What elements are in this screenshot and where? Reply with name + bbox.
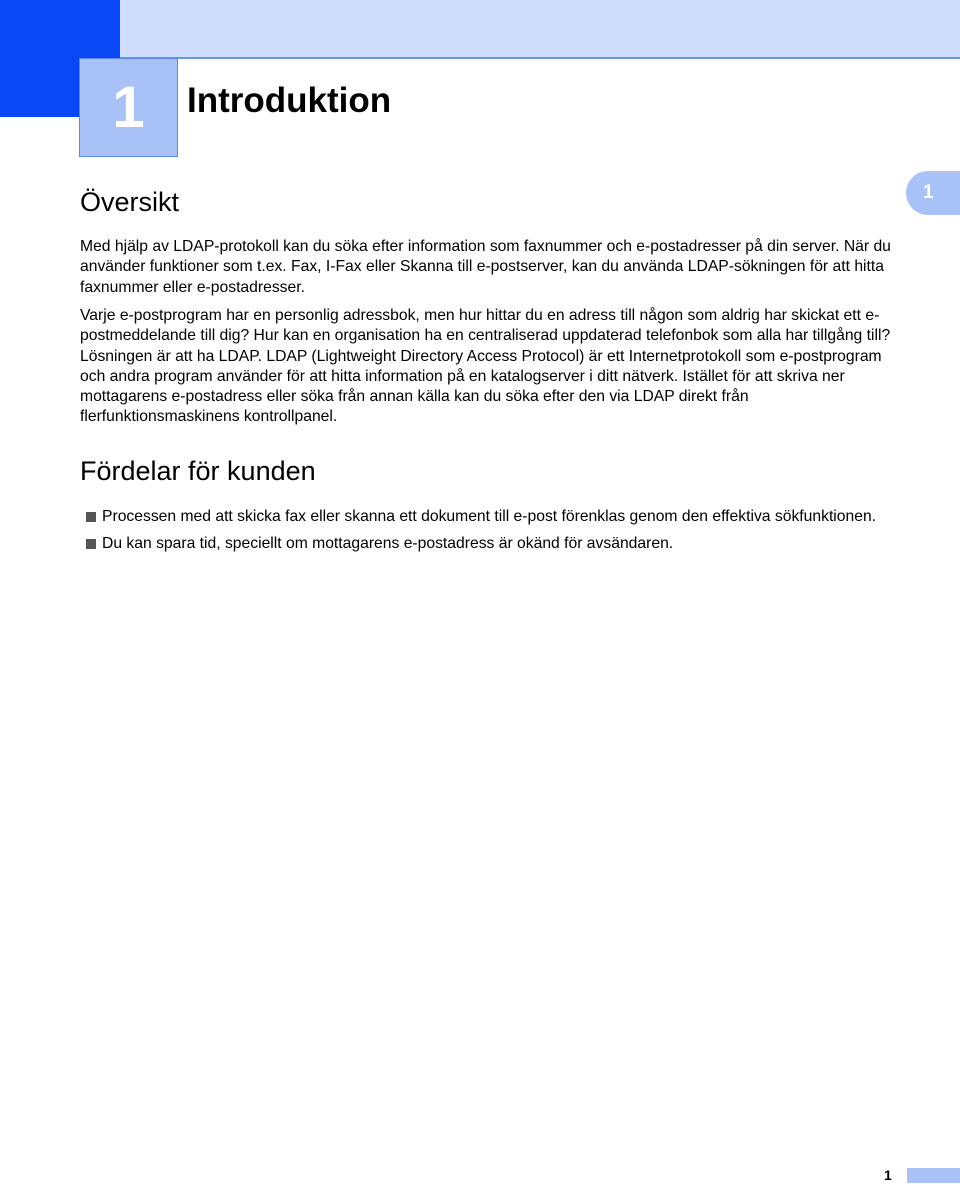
side-tab-number: 1 (923, 182, 934, 203)
list-item-text: Du kan spara tid, speciellt om mottagarens e-postadress är okänd för avsändaren. (102, 535, 674, 553)
list-item (80, 507, 920, 527)
overview-paragraph-2: Varje e-postprogram har en personlig adressbok, men hur hittar du en adress till någon som aldrig har skickat ett e-postmeddelande till dig? Hur kan en organisation ha en centraliserad uppdaterad telefonbok som alla har tillgång till? Lösningen är att ha LDAP. LDAP (Lightweight Directory Access Protocol) är ett Internetprotokoll som e-postprogram och andra program använder för att hitta information på en katalogserver i ditt nätverk. Istället för att skriva ner mottagarens e-postadress eller söka från annan källa kan du söka efter den via LDAP direkt från flerfunktionsmaskinens kontrollpanel. (80, 307, 891, 426)
section-title-benefits: Fördelar för kunden (80, 456, 316, 486)
page-number-tab (907, 1168, 960, 1183)
side-chapter-tab (906, 171, 960, 215)
section-title-overview: Översikt (80, 187, 180, 217)
list-item (80, 534, 920, 554)
page-number: 1 (884, 1167, 892, 1183)
square-bullet-icon (86, 539, 96, 549)
benefits-list (80, 507, 920, 562)
chapter-title: Introduktion (187, 81, 392, 120)
list-item-text: Processen med att skicka fax eller skanna ett dokument till e-post förenklas genom den effektiva sökfunktionen. (102, 508, 877, 525)
header-band (120, 0, 960, 59)
chapter-number: 1 (112, 74, 145, 140)
chapter-number-box (79, 58, 178, 157)
overview-paragraph-1: Med hjälp av LDAP-protokoll kan du söka efter information som faxnummer och e-postadresser på din server. När du använder funktioner som t.ex. Fax, I-Fax eller Skanna till e-postserver, kan du använda LDAP-sökningen för att hitta faxnummer eller e-postadresser. (80, 238, 891, 296)
square-bullet-icon (86, 512, 96, 522)
